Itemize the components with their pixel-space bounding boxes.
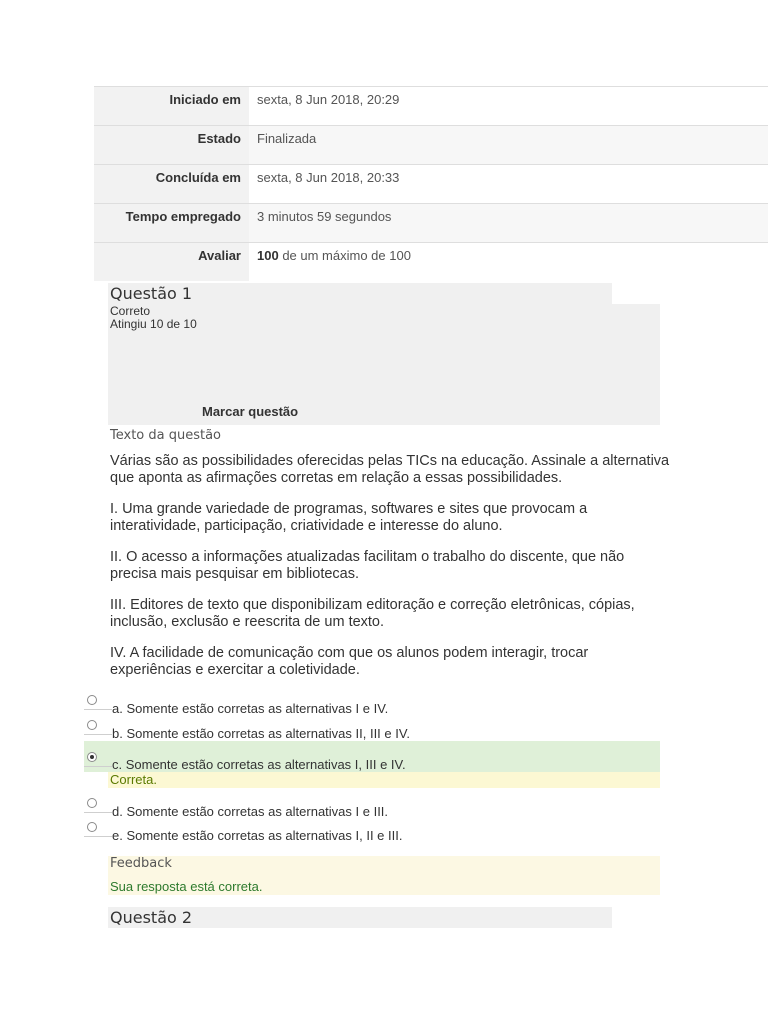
summary-row-time-taken — [94, 203, 768, 242]
answer-option-c[interactable] — [84, 741, 660, 772]
summary-label: Avaliar — [94, 243, 249, 281]
summary-value: 3 minutos 59 segundos — [249, 204, 768, 242]
question-paragraph: II. O acesso a informações atualizadas facilitam o trabalho do discente, que não precisa mais pesquisar em bibliotecas. — [110, 549, 625, 582]
question-paragraph: I. Uma grande variedade de programas, softwares e sites que provocam a interatividade, participação, criatividade e interesse do aluno. — [110, 501, 588, 534]
question-state: Correto — [110, 304, 151, 318]
question-title: Questão 2 — [110, 908, 193, 927]
divider — [84, 734, 112, 735]
feedback-message: Sua resposta está correta. — [110, 879, 263, 894]
answer-text: a. Somente estão corretas as alternativas I e IV. — [112, 701, 389, 716]
answer-option-d[interactable] — [84, 798, 660, 818]
question-2-header — [108, 907, 612, 928]
grade-score: 100 — [257, 248, 279, 263]
answer-text: d. Somente estão corretas as alternativas I e III. — [112, 804, 389, 819]
grade-max: de um máximo de 100 — [278, 248, 411, 263]
divider — [84, 836, 112, 837]
correct-label: Correta. — [110, 772, 157, 787]
answer-option-e[interactable] — [84, 822, 660, 842]
answer-option-b[interactable] — [84, 720, 660, 740]
radio-button-selected[interactable] — [87, 752, 97, 762]
feedback-label: Feedback — [110, 856, 172, 871]
attempt-summary-table — [94, 86, 768, 281]
question-paragraph: IV. A facilidade de comunicação com que os alunos podem interagir, trocar experiências e exercitar a coletividade. — [110, 645, 589, 678]
divider — [84, 812, 112, 813]
question-1-info — [108, 304, 660, 425]
divider — [84, 766, 112, 767]
summary-row-state — [94, 125, 768, 164]
question-1-header — [108, 283, 612, 304]
summary-value: sexta, 8 Jun 2018, 20:33 — [249, 165, 768, 203]
correct-indicator — [108, 772, 660, 788]
summary-label: Concluída em — [94, 165, 249, 203]
answer-text: b. Somente estão corretas as alternativas II, III e IV. — [112, 726, 410, 741]
answer-option-a[interactable] — [84, 695, 660, 715]
question-text-label: Texto da questão — [110, 428, 222, 443]
summary-row-grade — [94, 242, 768, 281]
question-title: Questão 1 — [110, 284, 193, 303]
radio-button[interactable] — [87, 822, 97, 832]
radio-button[interactable] — [87, 798, 97, 808]
flag-question-button[interactable]: Marcar questão — [202, 404, 299, 419]
summary-label: Iniciado em — [94, 87, 249, 125]
answer-text: e. Somente estão corretas as alternativas I, II e III. — [112, 828, 403, 843]
question-paragraph: III. Editores de texto que disponibilizam editoração e correção eletrônicas, cópias, inclusão, exclusão e reescrita de um texto. — [110, 597, 635, 630]
divider — [84, 709, 112, 710]
summary-value — [249, 243, 768, 281]
summary-row-started — [94, 86, 768, 125]
question-text — [110, 453, 670, 678]
radio-button[interactable] — [87, 720, 97, 730]
summary-value: sexta, 8 Jun 2018, 20:29 — [249, 87, 768, 125]
feedback-box — [108, 856, 660, 895]
answer-text: c. Somente estão corretas as alternativas I, III e IV. — [112, 757, 406, 772]
summary-row-completed — [94, 164, 768, 203]
question-grade: Atingiu 10 de 10 — [110, 317, 197, 331]
question-paragraph: Várias são as possibilidades oferecidas pelas TICs na educação. Assinale a alternativa que aponta as afirmações corretas em relação a essas possibilidades. — [110, 453, 670, 486]
radio-button[interactable] — [87, 695, 97, 705]
summary-label: Tempo empregado — [94, 204, 249, 242]
summary-label: Estado — [94, 126, 249, 164]
summary-value: Finalizada — [249, 126, 768, 164]
